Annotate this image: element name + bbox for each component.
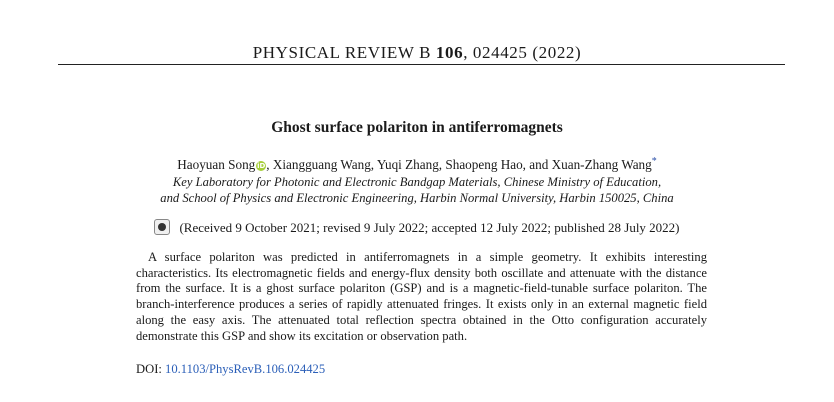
publication-history bbox=[0, 219, 834, 236]
corresponding-author-mark[interactable]: * bbox=[651, 156, 657, 167]
doi-line bbox=[136, 362, 325, 377]
author-list bbox=[0, 156, 834, 173]
crossmark-icon[interactable] bbox=[154, 219, 170, 235]
header-rule bbox=[58, 64, 785, 65]
journal-name: PHYSICAL REVIEW B bbox=[252, 43, 432, 62]
paper-title: Ghost surface polariton in antiferromagnets bbox=[271, 119, 563, 136]
affiliation-line-1: Key Laboratory for Photonic and Electronic Bandgap Materials, Chinese Ministry of Education, bbox=[172, 175, 662, 189]
article-number: , 024425 (2022) bbox=[463, 43, 582, 62]
affiliation-line-2: and School of Physics and Electronic Engineering, Harbin Normal University, Harbin 150025, China bbox=[160, 191, 674, 205]
history-text: (Received 9 October 2021; revised 9 July 2022; accepted 12 July 2022; published 28 July 2022) bbox=[179, 220, 680, 235]
journal-header bbox=[0, 43, 834, 63]
abstract: A surface polariton was predicted in antiferromagnets in a simple geometry. It exhibits interesting characteristics. Its electromagnetic fields and energy-flux density both oscillate and attenuate with the distance from the surface. It is a ghost surface polariton (GSP) and is a magnetic-field-tunable surface polariton. The branch-interference produces a series of rapidly attenuated fringes. It exists only in an external magnetic field along the easy axis. The attenuated total reflection spectra obtained in the Otto configuration accurately demonstrate this GSP and show its excitation or observation path. bbox=[136, 250, 707, 343]
journal-volume: 106 bbox=[435, 43, 464, 62]
other-authors: , Xiangguang Wang, Yuqi Zhang, Shaopeng Hao, and Xuan-Zhang Wang bbox=[266, 157, 652, 172]
orcid-icon[interactable]: iD bbox=[257, 162, 266, 170]
doi-link[interactable]: 10.1103/PhysRevB.106.024425 bbox=[165, 362, 326, 376]
first-author: Haoyuan Song bbox=[177, 157, 256, 172]
doi-label: DOI: bbox=[136, 362, 166, 376]
